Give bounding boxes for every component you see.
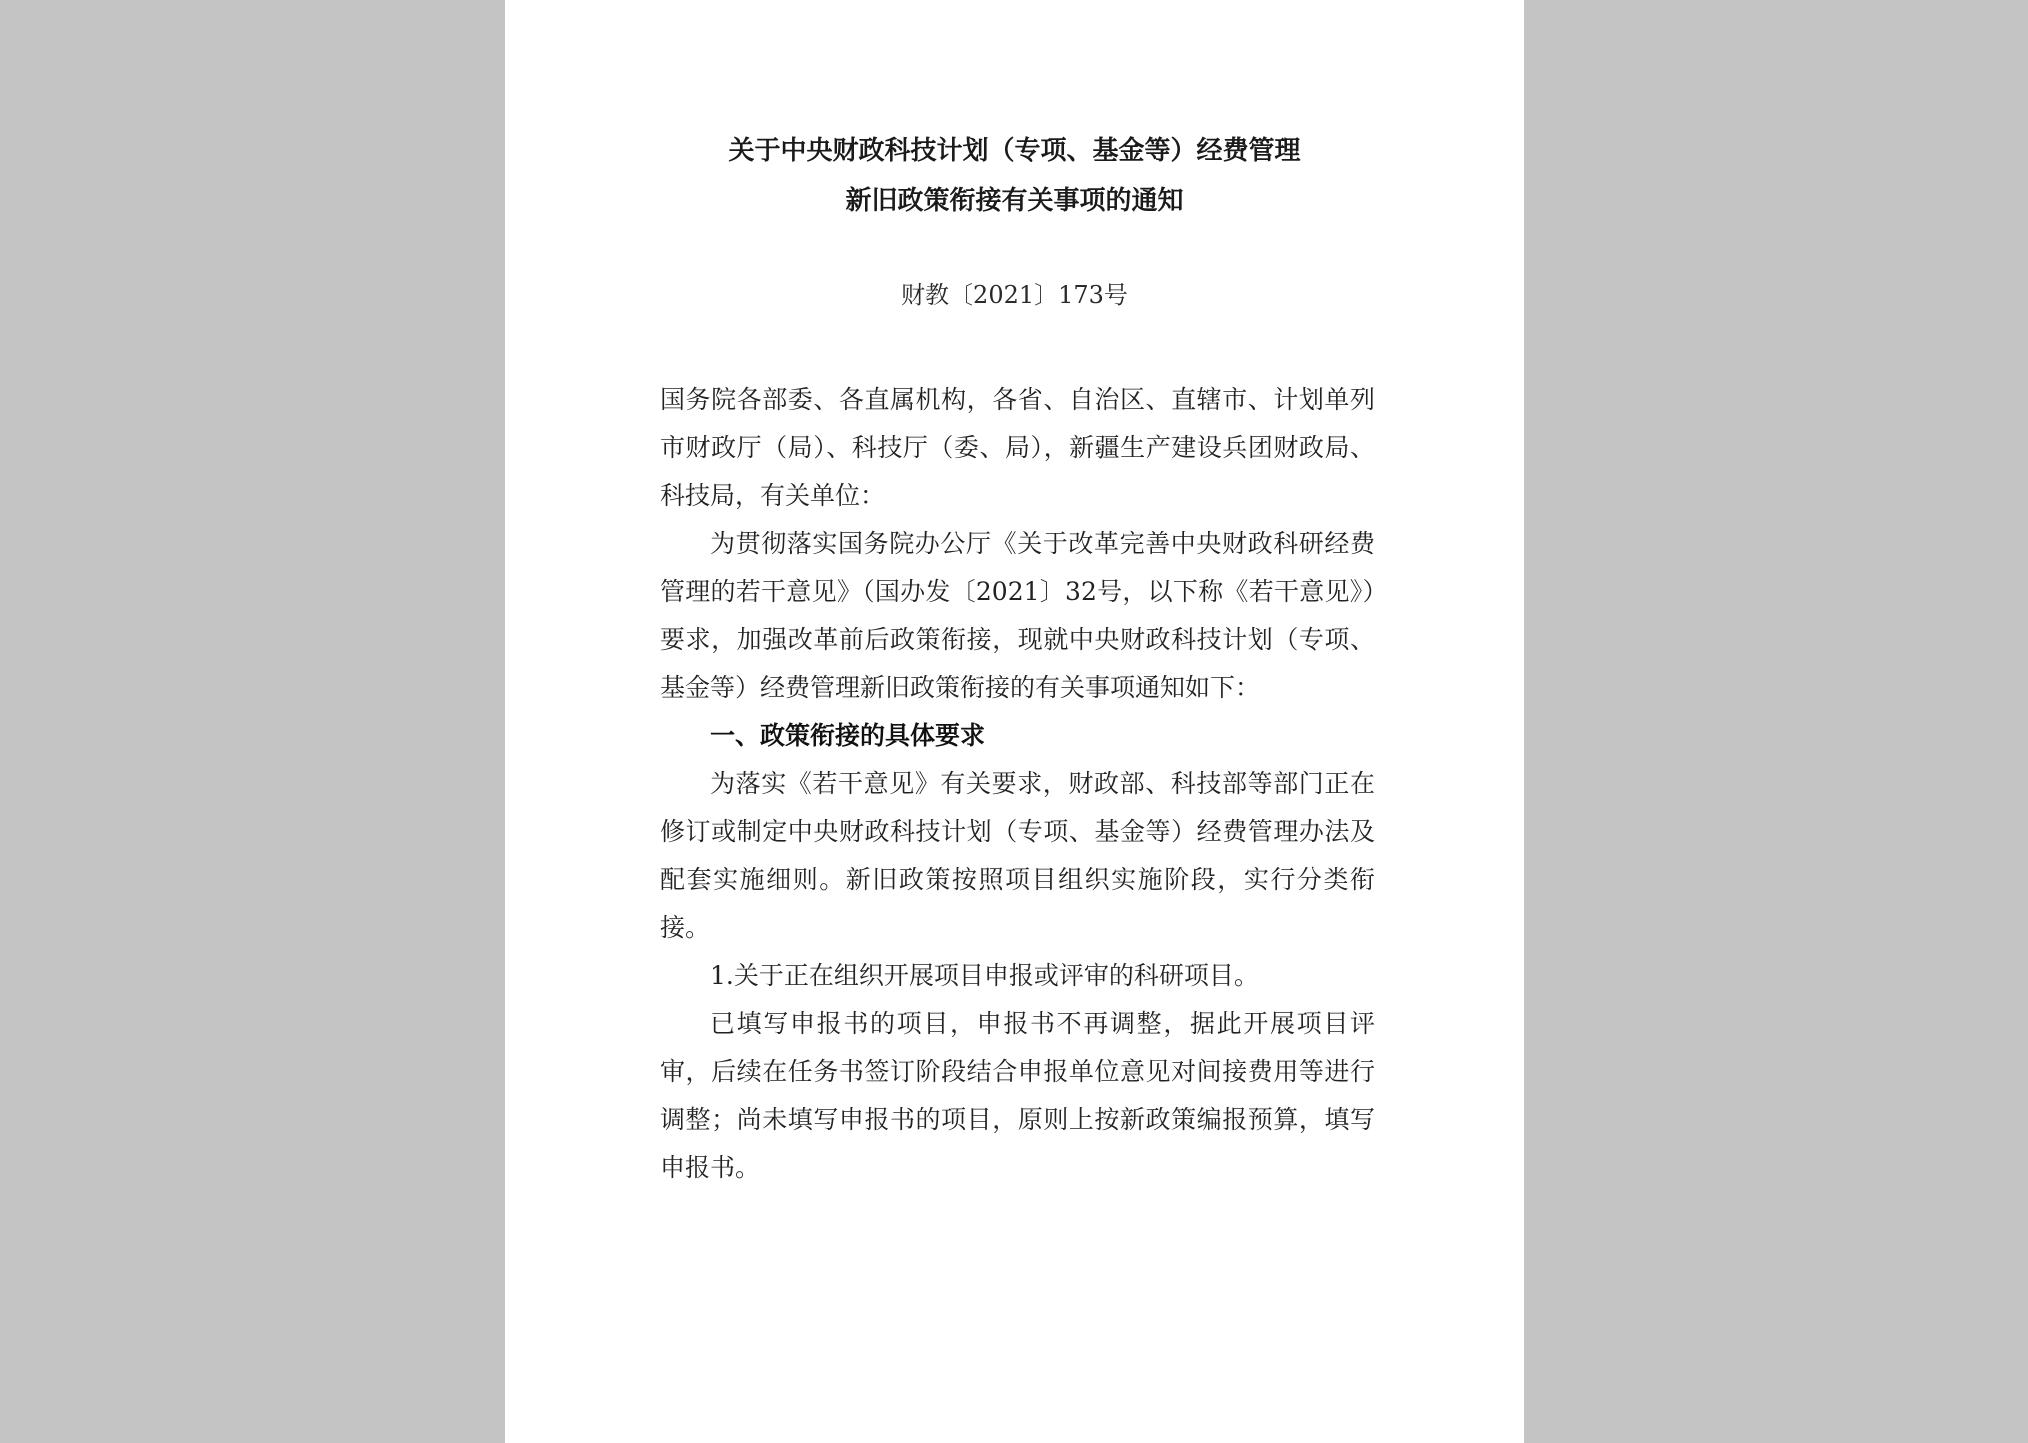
document-title-line1: 关于中央财政科技计划（专项、基金等）经费管理 xyxy=(728,136,1301,166)
addressee-paragraph: 国务院各部委、各直属机构，各省、自治区、直辖市、计划单列市财政厅（局）、科技厅（委、局），新疆生产建设兵团财政局、科技局，有关单位： xyxy=(660,385,1375,510)
item-1-paragraph: 已填写申报书的项目，申报书不再调整，据此开展项目评审，后续在任务书签订阶段结合申报单位意见对间接费用等进行调整；尚未填写申报书的项目，原则上按新政策编报预算，填写申报书。 xyxy=(660,1009,1375,1182)
document-number: 财教〔2021〕173号 xyxy=(901,281,1128,309)
section-1-paragraph: 为落实《若干意见》有关要求，财政部、科技部等部门正在修订或制定中央财政科技计划（专项、基金等）经费管理办法及配套实施细则。新旧政策按照项目组织实施阶段，实行分类衔接。 xyxy=(660,769,1375,942)
section-1-heading: 一、政策衔接的具体要求 xyxy=(710,721,986,750)
document-page xyxy=(505,0,1524,1443)
intro-paragraph: 为贯彻落实国务院办公厅《关于改革完善中央财政科研经费管理的若干意见》（国办发〔2021〕32号，以下称《若干意见》）要求，加强改革前后政策衔接，现就中央财政科技计划（专项、基金等）经费管理新旧政策衔接的有关事项通知如下： xyxy=(660,529,1375,702)
document-title-line2: 新旧政策衔接有关事项的通知 xyxy=(845,186,1184,216)
item-1-heading: 1.关于正在组织开展项目申报或评审的科研项目。 xyxy=(710,961,1259,990)
document-body xyxy=(660,376,1375,1192)
